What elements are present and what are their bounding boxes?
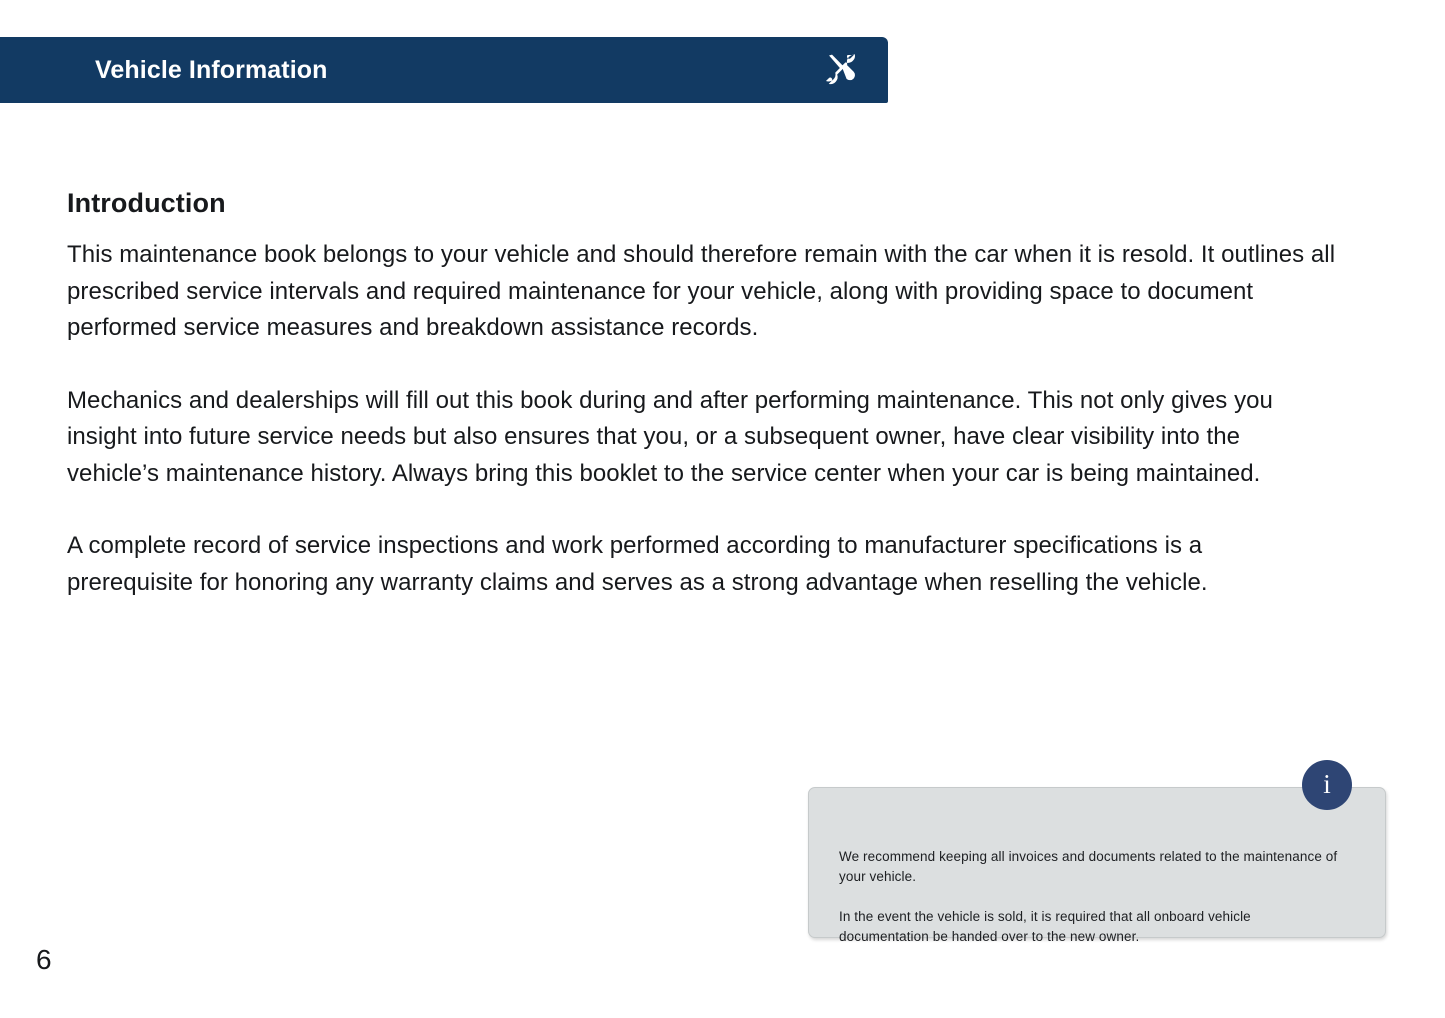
tools-icon [824, 51, 862, 89]
info-paragraph-1: We recommend keeping all invoices and documents related to the maintenance of your vehicle. [839, 849, 1338, 884]
info-callout-text [839, 847, 1339, 947]
info-icon-glyph: i [1323, 768, 1331, 799]
section-heading-introduction: Introduction [67, 188, 226, 218]
info-callout-box [808, 787, 1386, 944]
page-number: 6 [36, 944, 52, 975]
info-paragraph-2: In the event the vehicle is sold, it is required that all onboard vehicle documentation be handed over to the new owner. [839, 909, 1251, 944]
body-paragraph-1: This maintenance book belongs to your vehicle and should therefore remain with the car when it is resold. It outlines all prescribed service intervals and required maintenance for your vehicle, along with providing space to document performed service measures and breakdown assistance records. [67, 241, 1336, 342]
body-paragraph-2: Mechanics and dealerships will fill out this book during and after performing maintenance. This not only gives you insight into future service needs but also ensures that you, or a subsequent owner, have clear visibility into the vehicle’s maintenance history. Always bring this booklet to the service center when your car is being maintained. [67, 386, 1273, 487]
info-callout [808, 760, 1386, 944]
info-icon [1302, 760, 1352, 810]
body-paragraph-3: A complete record of service inspections and work performed according to manufacturer specifications is a prerequisite for honoring any warranty claims and serves as a strong advantage when reselling the vehicle. [67, 532, 1208, 596]
page-header-banner [0, 37, 888, 103]
main-content [67, 188, 1337, 601]
page-title: Vehicle Information [95, 55, 328, 84]
